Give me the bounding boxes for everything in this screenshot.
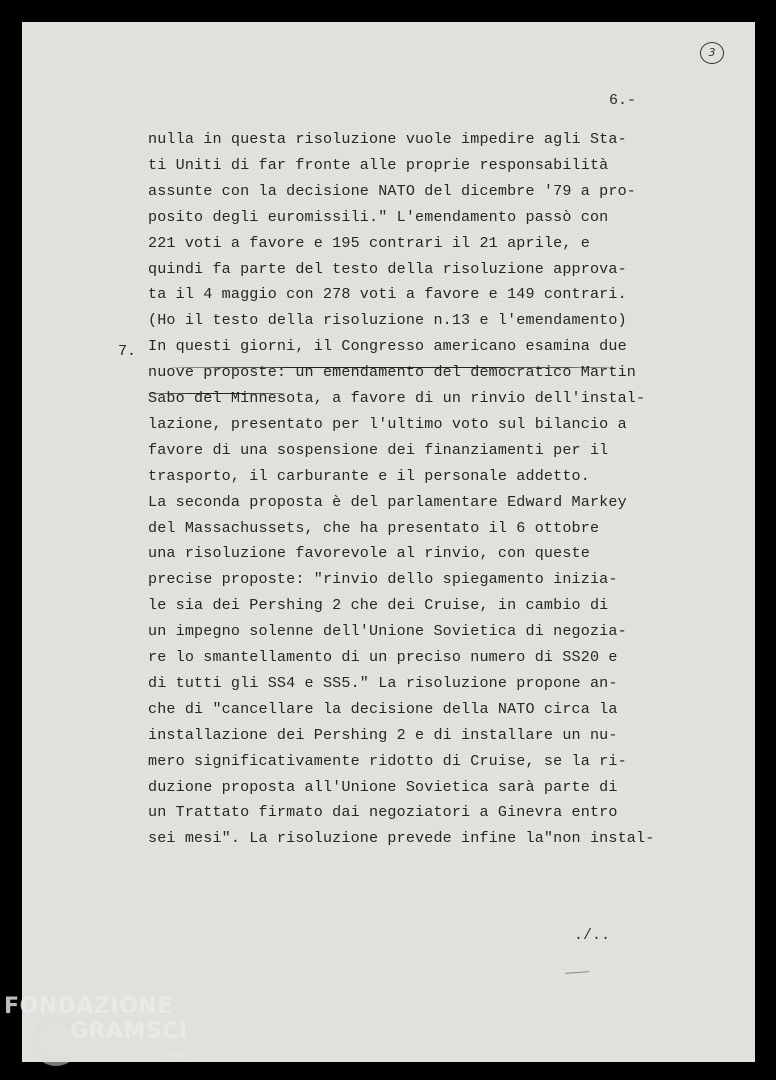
fondazione-gramsci-watermark — [4, 994, 204, 1080]
text-line: nuove proposte: un emendamento del democratico Martin — [148, 363, 637, 382]
text-line: un impegno solenne dell'Unione Sovietica di negozia- — [148, 622, 627, 641]
document-page — [22, 22, 755, 1062]
text-line: posito degli euromissili." L'emendamento passò con — [148, 207, 609, 226]
archive-number-circle: 3 — [700, 42, 724, 64]
text-line: nulla in questa risoluzione vuole impedire agli Sta- — [148, 130, 627, 148]
watermark-line3: onlus — [164, 1050, 189, 1060]
text-line: lazione, presentato per l'ultimo voto sul bilancio a — [148, 414, 627, 433]
text-line: installazione dei Pershing 2 e di installare un nu- — [148, 725, 618, 744]
text-line: duzione proposta all'Unione Sovietica sarà parte di — [148, 777, 618, 796]
item-number: 7. — [118, 342, 137, 360]
text-line: re lo smantellamento di un preciso numero di SS20 e — [148, 648, 618, 666]
text-line: (Ho il testo della risoluzione n.13 e l'emendamento) — [148, 311, 627, 330]
text-line: favore di una sospensione dei finanziamenti per il — [148, 440, 609, 459]
handwritten-underline — [148, 393, 286, 394]
text-line: quindi fa parte del testo della risoluzione approva- — [148, 259, 627, 278]
text-line: che di "cancellare la decisione della NATO circa la — [148, 699, 618, 718]
page-number: 6.- — [609, 92, 637, 109]
continuation-mark: ./.. — [574, 927, 611, 944]
text-line: del Massachussets, che ha presentato il 6 ottobre — [148, 518, 600, 537]
text-line: assunte con la decisione NATO del dicembre '79 a pro- — [148, 181, 637, 200]
text-line: un Trattato firmato dai negoziatori a Ginevra entro — [148, 803, 618, 822]
text-line: mero significativamente ridotto di Cruise, se la ri- — [148, 751, 627, 770]
text-line: ti Uniti di far fronte alle proprie responsabilità — [148, 155, 609, 174]
text-line: le sia dei Pershing 2 che dei Cruise, in cambio di — [148, 596, 609, 615]
handwritten-underline — [170, 367, 618, 368]
text-line: di tutti gli SS4 e SS5." La risoluzione propone an- — [148, 673, 618, 692]
watermark-line2: GRAMSCI — [70, 1019, 188, 1044]
text-line: In questi giorni, il Congresso americano esamina due — [148, 337, 627, 356]
text-line: una risoluzione favorevole al rinvio, con queste — [148, 544, 590, 563]
watermark-line1: FONDAZIONE — [4, 994, 173, 1019]
text-line: ta il 4 maggio con 278 voti a favore e 149 contrari. — [148, 285, 627, 304]
text-line: La seconda proposta è del parlamentare Edward Markey — [148, 492, 627, 511]
text-line: precise proposte: "rinvio dello spiegamento inizia- — [148, 570, 618, 589]
text-line: trasporto, il carburante e il personale addetto. — [148, 466, 590, 485]
text-line: 221 voti a favore e 195 contrari il 21 aprile, e — [148, 233, 590, 252]
text-line: sei mesi". La risoluzione prevede infine la"non instal- — [148, 829, 655, 848]
text-line: Sabo del Minnesota, a favore di un rinvio dell'instal- — [148, 389, 646, 407]
